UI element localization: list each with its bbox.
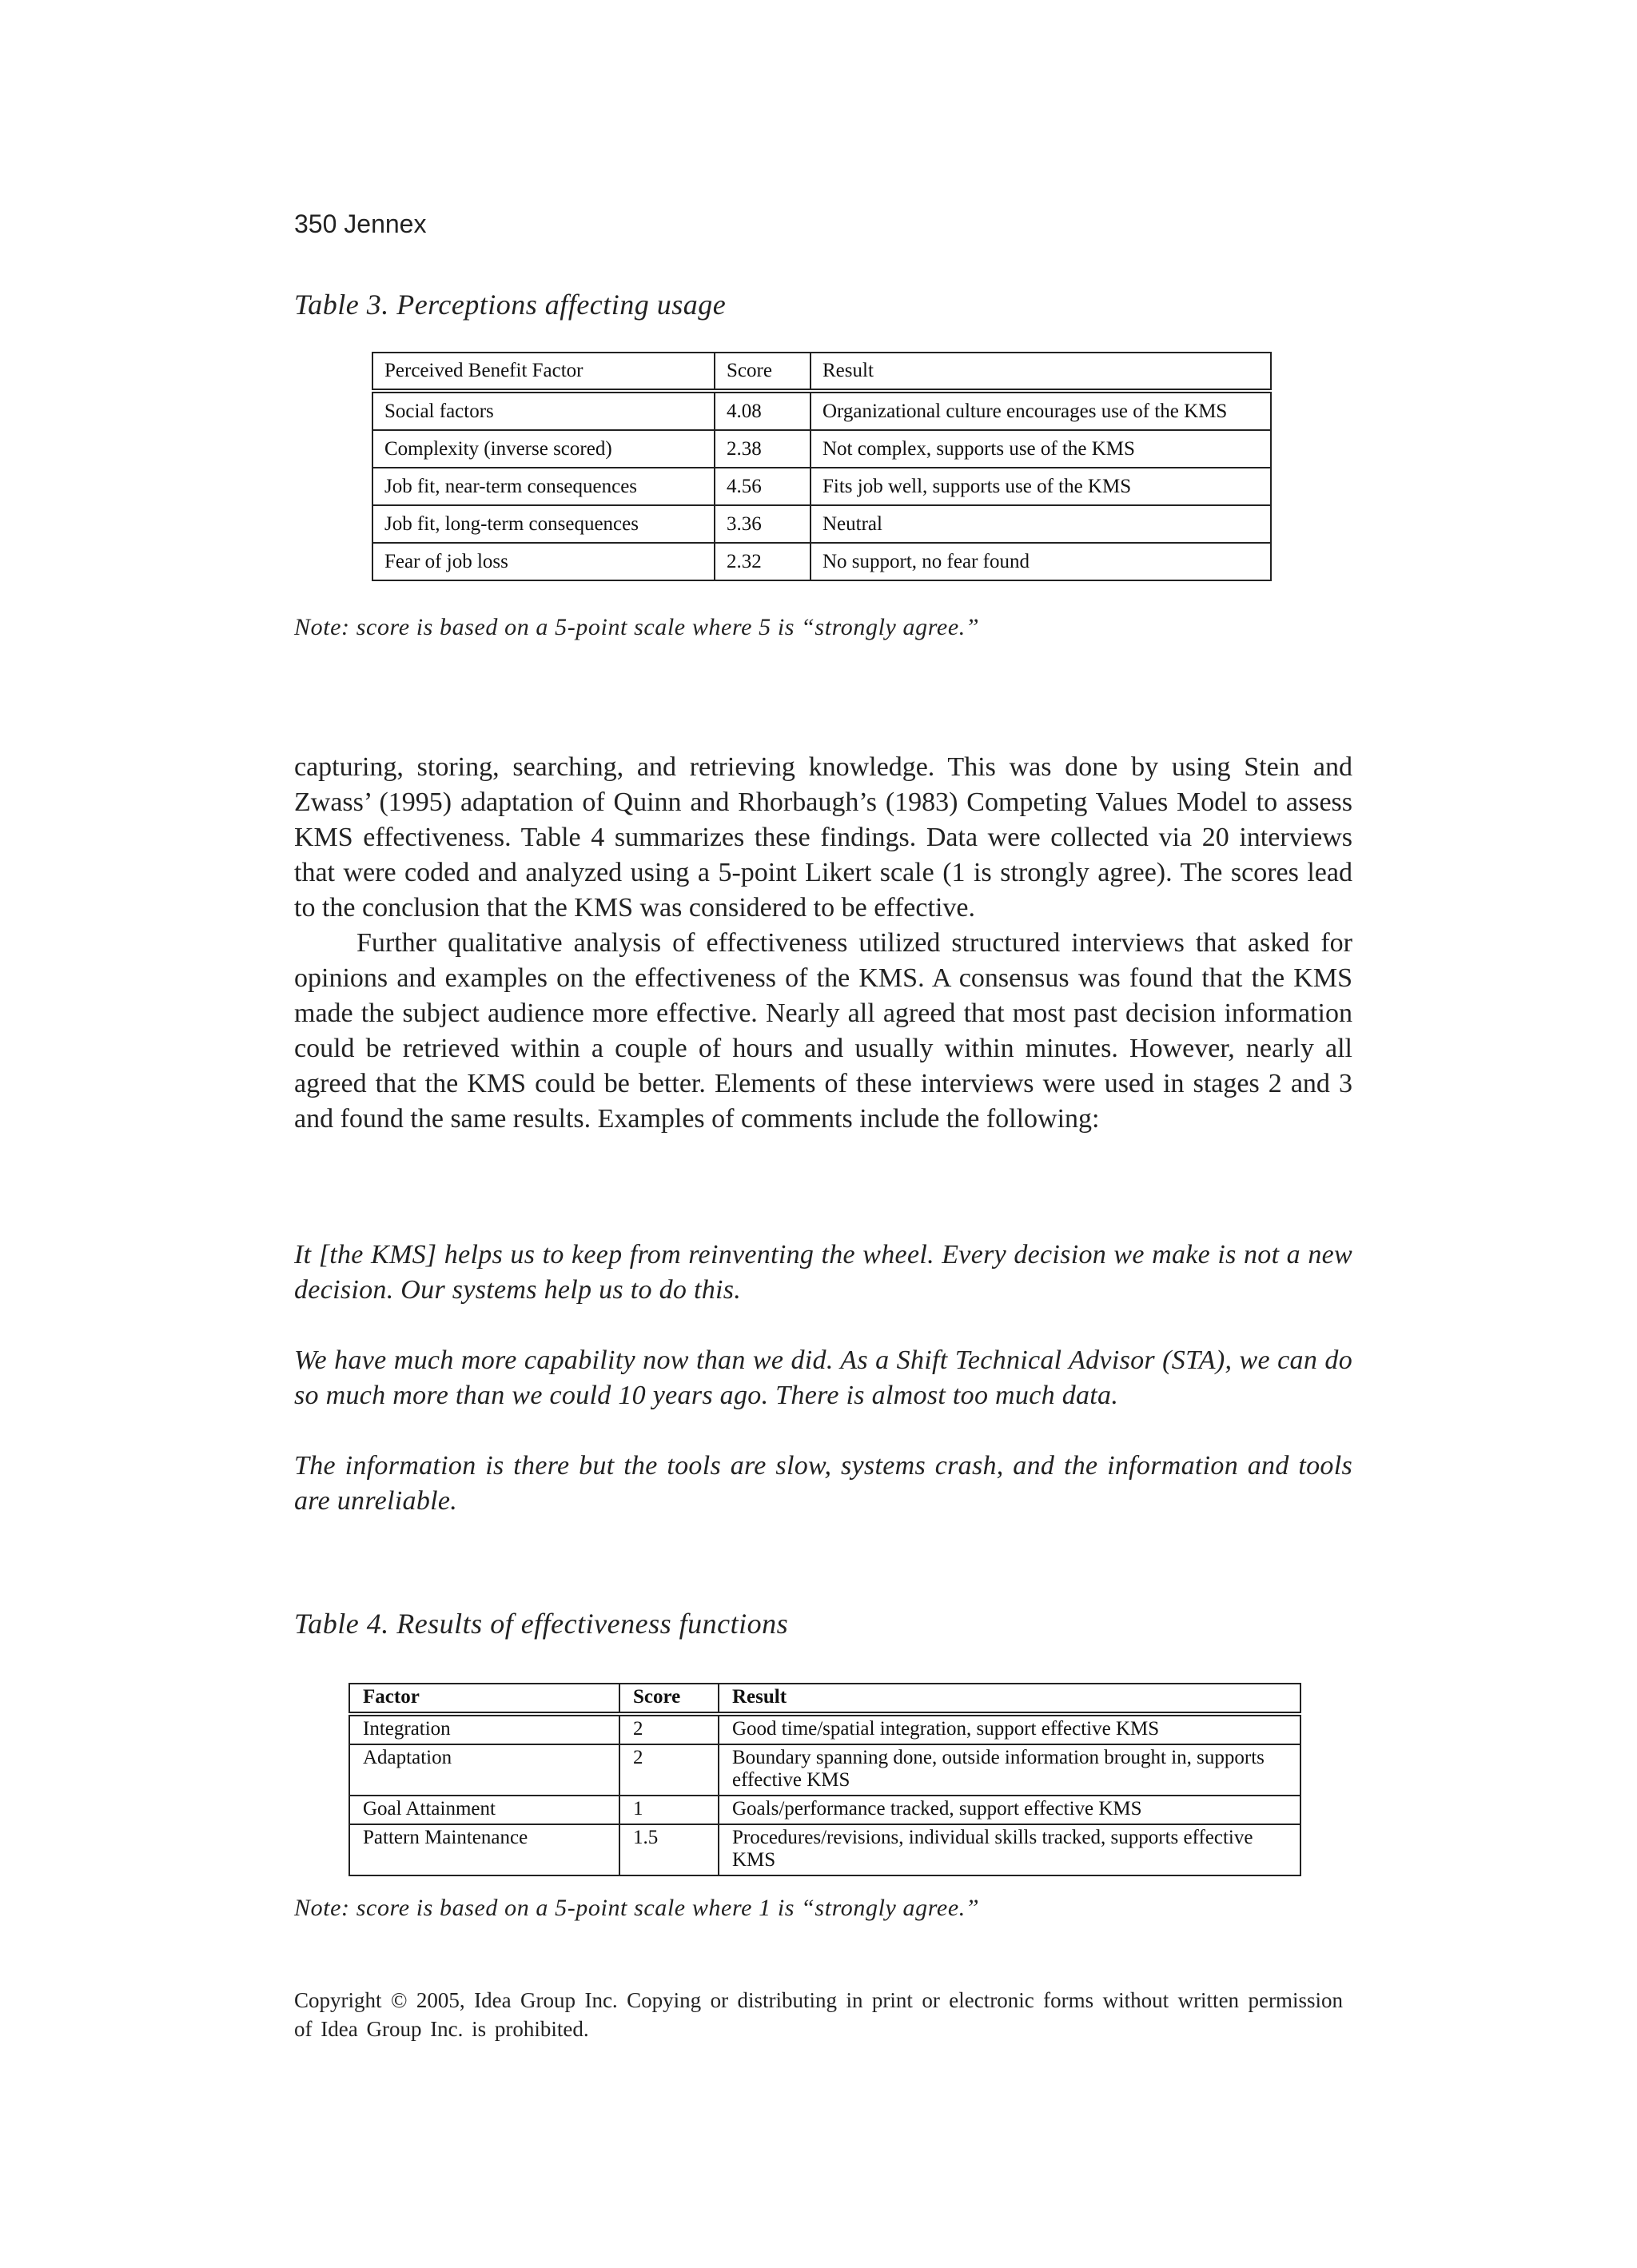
- running-head: 350 Jennex: [294, 209, 427, 238]
- table-row: [372, 468, 1271, 505]
- table-cell: Fits job well, supports use of the KMS: [811, 468, 1271, 505]
- table-cell: Fear of job loss: [372, 543, 715, 580]
- table-cell: Good time/spatial integration, support effective KMS: [719, 1714, 1300, 1744]
- table4-header-row: [349, 1684, 1300, 1714]
- table-cell: Boundary spanning done, outside information brought in, supports effective KMS: [719, 1744, 1300, 1796]
- table3-header-factor: Perceived Benefit Factor: [372, 353, 715, 391]
- table3: [372, 352, 1272, 581]
- table-cell: 1: [619, 1796, 719, 1824]
- table-row: [349, 1796, 1300, 1824]
- table-cell: No support, no fear found: [811, 543, 1271, 580]
- table4-header-score: Score: [619, 1684, 719, 1714]
- table-cell: Pattern Maintenance: [349, 1824, 619, 1875]
- table-cell: Not complex, supports use of the KMS: [811, 430, 1271, 468]
- table-cell: Complexity (inverse scored): [372, 430, 715, 468]
- body-text: [294, 750, 1352, 1137]
- table4: [349, 1683, 1301, 1876]
- table-cell: 4.08: [715, 391, 811, 430]
- table4-header-result: Result: [719, 1684, 1300, 1714]
- table3-header-result: Result: [811, 353, 1271, 391]
- table3-header-row: [372, 353, 1271, 391]
- table-cell: Integration: [349, 1714, 619, 1744]
- table-cell: Adaptation: [349, 1744, 619, 1796]
- table3-note: Note: score is based on a 5-point scale where 5 is “strongly agree.”: [294, 614, 980, 640]
- table-cell: Organizational culture encourages use of the KMS: [811, 391, 1271, 430]
- table-cell: Procedures/revisions, individual skills tracked, supports effective KMS: [719, 1824, 1300, 1875]
- table-cell: 1.5: [619, 1824, 719, 1875]
- table-cell: Neutral: [811, 505, 1271, 543]
- table4-note: Note: score is based on a 5-point scale where 1 is “strongly agree.”: [294, 1895, 980, 1921]
- table-row: [349, 1824, 1300, 1875]
- table3-header-score: Score: [715, 353, 811, 391]
- table-cell: 4.56: [715, 468, 811, 505]
- table-row: [349, 1714, 1300, 1744]
- quote: We have much more capability now than we did. As a Shift Technical Advisor (STA), we can do so much more than we could 10 years ago. There is almost too much data.: [294, 1345, 1352, 1410]
- table-cell: Goal Attainment: [349, 1796, 619, 1824]
- paragraph: Further qualitative analysis of effectiveness utilized structured interviews that asked for opinions and examples on the effectiveness of the KMS. A consensus was found that the KMS made the subject audience more effective. Nearly all agreed that most past decision information could be retrieved within a couple of hours and usually within minutes. However, nearly all agreed that the KMS could be better. Elements of these interviews were used in stages 2 and 3 and found the same results. Examples of comments include the following:: [294, 928, 1352, 1134]
- table-cell: 2.38: [715, 430, 811, 468]
- table-row: [372, 543, 1271, 580]
- table-cell: Job fit, long-term consequences: [372, 505, 715, 543]
- table-cell: 2.32: [715, 543, 811, 580]
- table-cell: Job fit, near-term consequences: [372, 468, 715, 505]
- table-row: [372, 430, 1271, 468]
- table4-caption: Table 4. Results of effectiveness functions: [294, 1608, 789, 1640]
- table-cell: Goals/performance tracked, support effective KMS: [719, 1796, 1300, 1824]
- table3-caption: Table 3. Perceptions affecting usage: [294, 289, 727, 321]
- quote: It [the KMS] helps us to keep from reinventing the wheel. Every decision we make is not a new decision. Our systems help us to do this.: [294, 1240, 1352, 1305]
- paragraph: capturing, storing, searching, and retrieving knowledge. This was done by using Stein and Zwass’ (1995) adaptation of Quinn and Rhorbaugh’s (1983) Competing Values Model to assess KMS effectiveness. Table 4 summarizes these findings. Data were collected via 20 interviews that were coded and analyzed using a 5-point Likert scale (1 is strongly agree). The scores lead to the conclusion that the KMS was considered to be effective.: [294, 752, 1352, 923]
- table-row: [372, 505, 1271, 543]
- table-row: [349, 1744, 1300, 1796]
- table-cell: Social factors: [372, 391, 715, 430]
- table-cell: 2: [619, 1714, 719, 1744]
- table-cell: 2: [619, 1744, 719, 1796]
- quote: The information is there but the tools are slow, systems crash, and the information and tools are unreliable.: [294, 1451, 1352, 1516]
- table-row: [372, 391, 1271, 430]
- table4-header-factor: Factor: [349, 1684, 619, 1714]
- copyright-notice: Copyright © 2005, Idea Group Inc. Copying or distributing in print or electronic forms without written permission of Idea Group Inc. is prohibited.: [294, 1988, 1343, 2041]
- table-cell: 3.36: [715, 505, 811, 543]
